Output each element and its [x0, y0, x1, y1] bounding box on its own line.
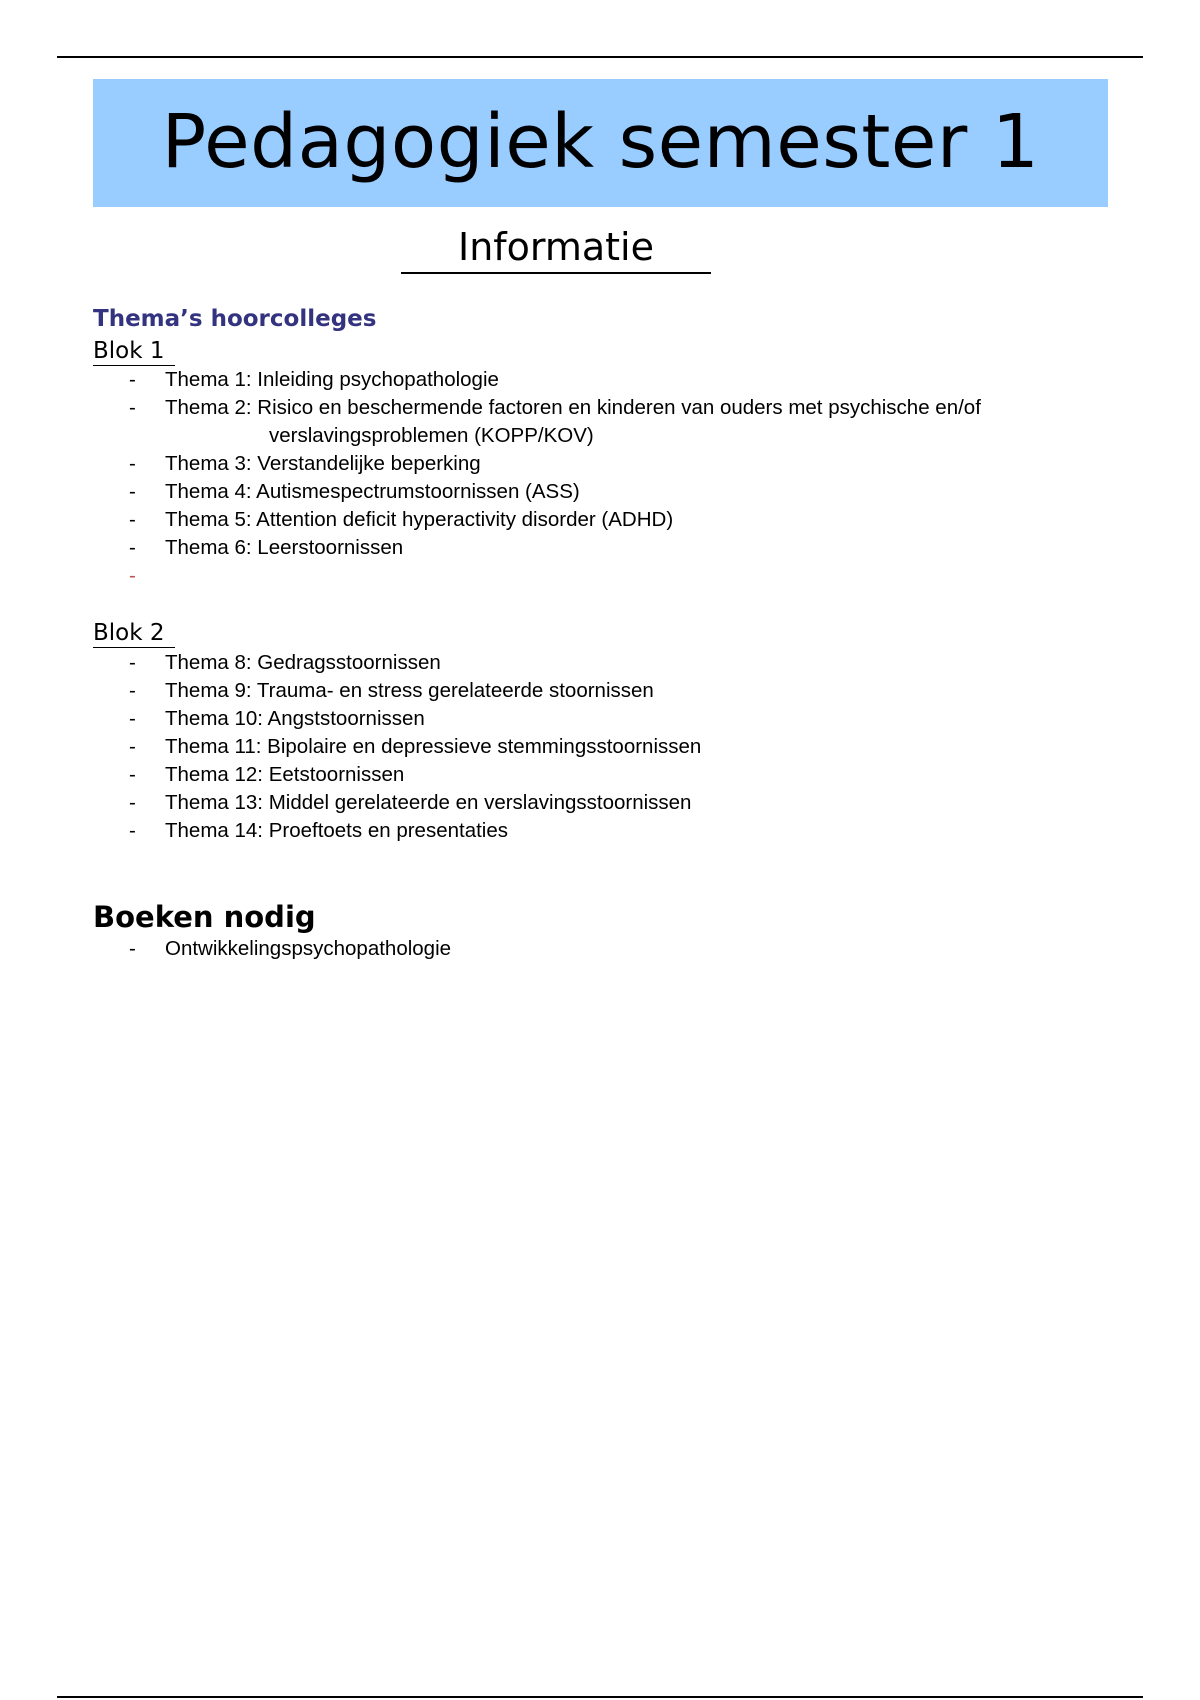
list-item-text: Thema 5: Attention deficit hyperactivity disorder (ADHD): [165, 508, 674, 531]
list-item: [0, 366, 1065, 394]
bullet-dash: -: [129, 452, 136, 475]
document-title: Pedagogiek semester 1: [161, 99, 1040, 185]
books-list: [0, 935, 1065, 963]
books-heading: Boeken nodig: [93, 900, 316, 934]
title-banner: [93, 79, 1108, 207]
list-item-empty: [0, 562, 1065, 590]
bullet-dash: -: [129, 536, 136, 559]
bullet-dash: -: [129, 679, 136, 702]
list-item: [0, 534, 1065, 562]
list-item-text: Thema 8: Gedragsstoornissen: [165, 651, 441, 674]
bullet-dash: -: [129, 735, 136, 758]
bullet-dash: -: [129, 707, 136, 730]
list-item: [0, 761, 1065, 789]
list-item-text: Thema 6: Leerstoornissen: [165, 536, 404, 559]
list-item: [0, 677, 1065, 705]
list-item: [0, 935, 1065, 963]
list-item: [0, 649, 1065, 677]
list-item-text: Thema 12: Eetstoornissen: [165, 763, 405, 786]
list-item: [0, 817, 1065, 845]
list-item: [0, 733, 1065, 761]
list-item-text: Thema 13: Middel gerelateerde en verslavingsstoornissen: [165, 791, 692, 814]
list-item-continuation: verslavingsproblemen (KOPP/KOV): [269, 424, 594, 447]
list-item: [0, 450, 1065, 478]
list-item-text: Thema 11: Bipolaire en depressieve stemmingsstoornissen: [165, 735, 702, 758]
bullet-dash: -: [129, 937, 136, 960]
list-item: [0, 506, 1065, 534]
bullet-dash: -: [129, 396, 136, 419]
list-item: [0, 789, 1065, 817]
list-item: [0, 705, 1065, 733]
bullet-dash: -: [129, 368, 136, 391]
subtitle-informatie: Informatie: [401, 222, 711, 274]
list-item-text: Ontwikkelingspsychopathologie: [165, 937, 452, 960]
bullet-dash: -: [129, 791, 136, 814]
bullet-dash: -: [129, 763, 136, 786]
list-item-text: Thema 9: Trauma- en stress gerelateerde stoornissen: [165, 679, 654, 702]
blok2-list: [0, 649, 1065, 845]
list-item-text: Thema 1: Inleiding psychopathologie: [165, 368, 499, 391]
bullet-dash: -: [129, 480, 136, 503]
bullet-dash: -: [129, 819, 136, 842]
list-item-text: Thema 4: Autismespectrumstoornissen (ASS): [165, 480, 580, 503]
list-item: [0, 478, 1065, 506]
list-item-text: Thema 10: Angststoornissen: [165, 707, 425, 730]
bullet-dash-empty: -: [129, 564, 136, 587]
list-item: [0, 394, 1065, 450]
list-item-text: Thema 3: Verstandelijke beperking: [165, 452, 481, 475]
top-rule: [57, 56, 1143, 58]
blok1-label: Blok 1: [93, 337, 175, 366]
bullet-dash: -: [129, 508, 136, 531]
blok2-label: Blok 2: [93, 619, 175, 648]
blok1-list: [0, 366, 1065, 590]
themes-heading: Thema’s hoorcolleges: [93, 306, 377, 332]
bullet-dash: -: [129, 651, 136, 674]
list-item-text: Thema 2: Risico en beschermende factoren en kinderen van ouders met psychische en/of: [165, 396, 981, 419]
bottom-rule: [57, 1696, 1143, 1698]
list-item-text: Thema 14: Proeftoets en presentaties: [165, 819, 509, 842]
